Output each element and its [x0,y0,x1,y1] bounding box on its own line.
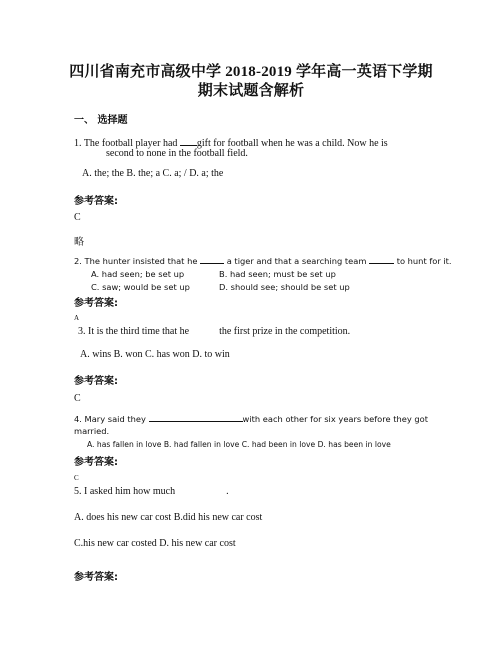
question-2-blank-2 [369,256,394,264]
question-2-option-d: D. should see; should be set up [219,282,350,292]
question-2-stem-part-1: 2. The hunter insisted that he [74,256,201,266]
question-4-stem-line-2: married. [74,426,110,436]
question-3-options: A. wins B. won C. has won D. to win [80,349,230,360]
question-2-option-b: B. had seen; must be set up [219,269,336,279]
section-heading: 一、 选择题 [74,115,128,126]
question-1-answer: C [74,212,81,223]
question-1-stem-line-2: second to none in the football field. [106,148,248,159]
document-title-line-2: 期末试题含解析 [197,83,305,99]
question-5-answer-label: 参考答案: [74,572,118,583]
question-5-stem [74,486,229,497]
question-5-stem-part-2: . [226,486,229,497]
question-3-answer: C [74,393,81,404]
question-3-stem-part-2: the first prize in the competition. [219,326,351,337]
question-3-stem [78,326,350,337]
question-4-stem [74,414,428,424]
question-2-answer-label: 参考答案: [74,298,118,309]
question-5-stem-part-1: 5. I asked him how much [74,486,176,497]
question-4-answer-label: 参考答案: [74,457,118,468]
question-2-option-a: A. had seen; be set up [91,269,185,279]
question-2-stem-part-3: to hunt for it. [394,256,452,266]
document-title-line-1: 四川省南充市高级中学 2018-2019 学年高一英语下学期 [69,64,433,80]
question-4-answer: C [74,474,79,482]
question-1-blank [180,136,197,146]
question-2-option-c: C. saw; would be set up [91,282,190,292]
question-2-stem [74,256,452,266]
question-4-options: A. has fallen in love B. had fallen in love C. had been in love D. has been in love [87,440,391,449]
question-3-answer-label: 参考答案: [74,376,118,387]
question-1-options: A. the; the B. the; a C. a; / D. a; the [82,168,224,179]
question-5-options-a-b: A. does his new car cost B.did his new car cost [74,512,263,523]
question-1-answer-label: 参考答案: [74,196,118,207]
question-1-stem-part-2: gift for football when he was a child. Now he is [196,138,388,149]
question-5-options-c-d: C.his new car costed D. his new car cost [74,538,236,549]
question-2-blank-1 [200,256,224,264]
question-1-note: 略 [74,237,84,248]
question-1-stem-part-1: 1. The football player had [74,138,180,149]
question-4-stem-part-1: 4. Mary said they [74,414,149,424]
question-2-stem-part-2: a tiger and that a searching team [224,256,370,266]
question-4-stem-part-2: with each other for six years before they got [242,414,428,424]
question-2-answer: A [74,314,80,322]
question-4-blank [149,414,243,422]
question-3-stem-part-1: 3. It is the third time that he [78,326,190,337]
